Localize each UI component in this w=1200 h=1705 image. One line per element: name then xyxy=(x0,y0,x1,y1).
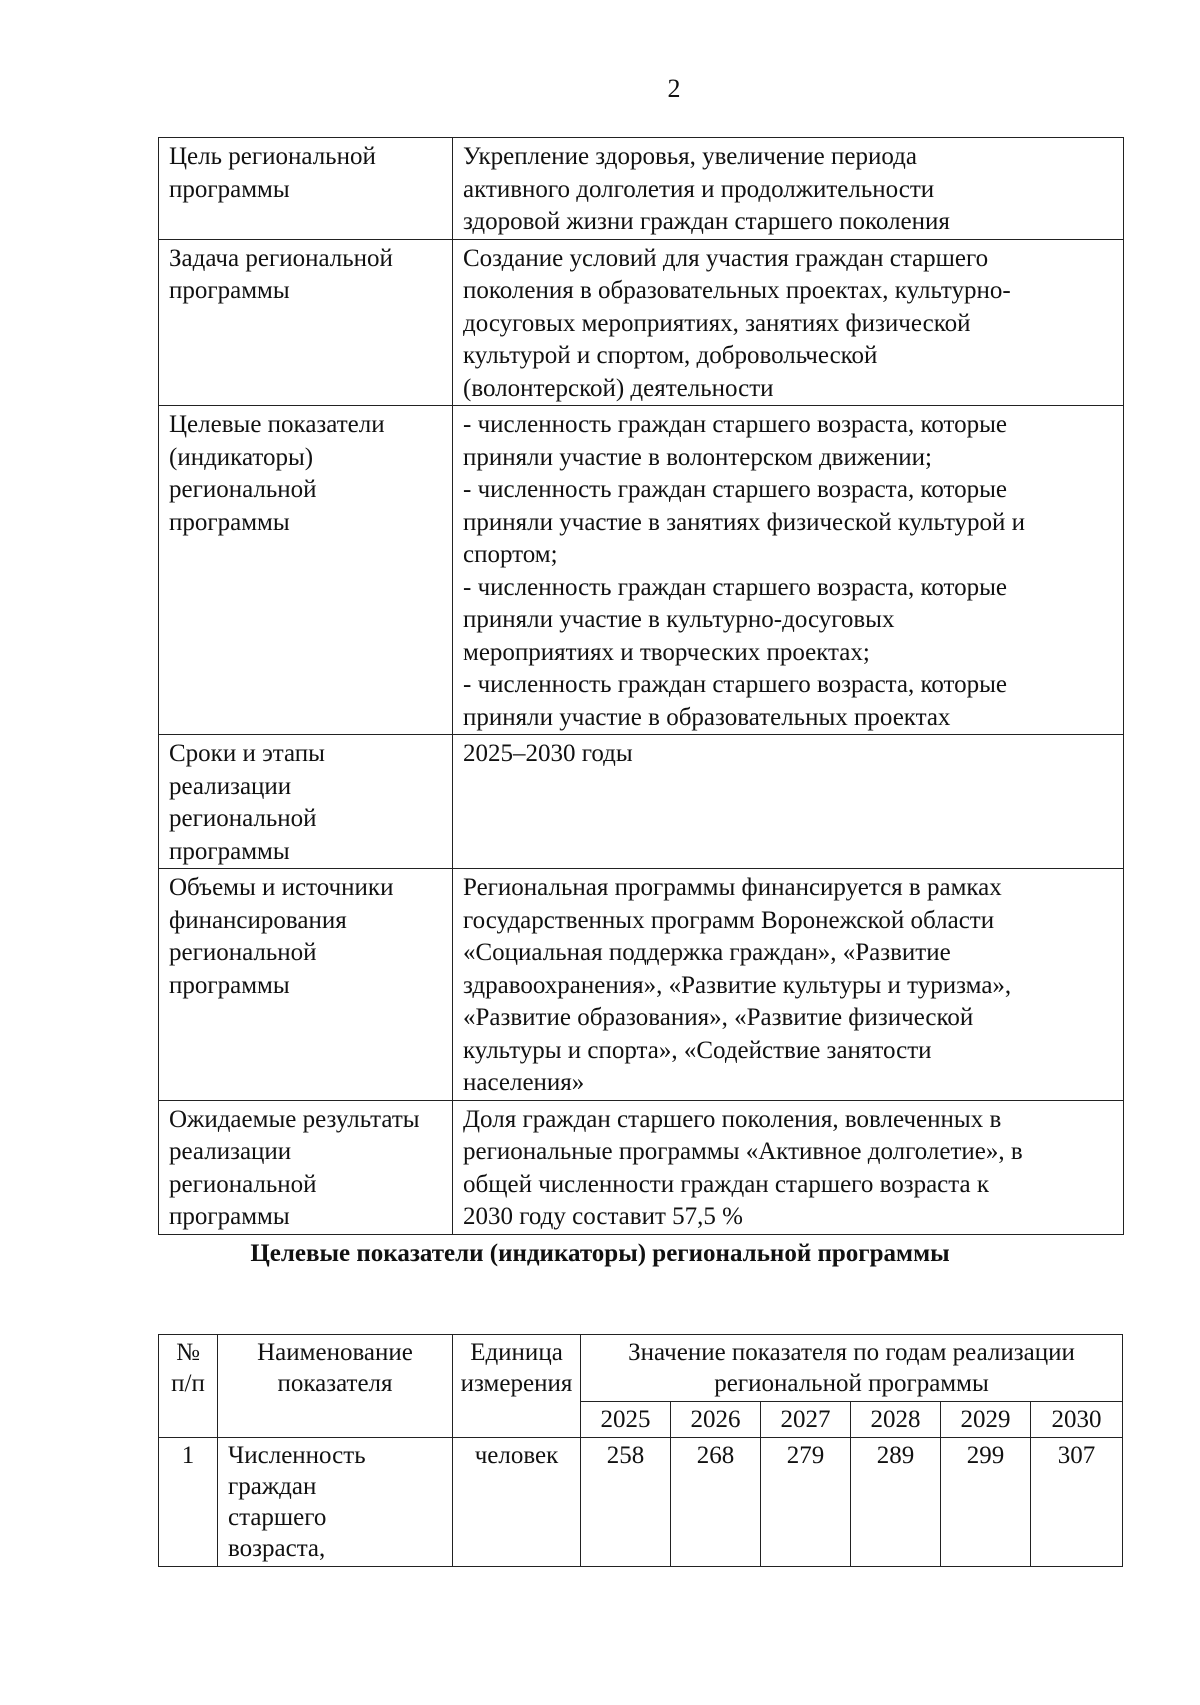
row-unit: человек xyxy=(453,1438,581,1567)
table-row xyxy=(159,1438,1123,1567)
passport-value: Региональная программы финансируется в рамках государственных программ Воронежской области «Социальная поддержка граждан», «Развитие здравоохранения», «Развитие культуры и туризма», «Развитие образования», «Развитие физической культуры и спорта», «Содействие занятости населения» xyxy=(453,869,1124,1101)
passport-label: Ожидаемые результаты реализации региональной программы xyxy=(159,1100,453,1234)
passport-row-indicators xyxy=(159,406,1124,735)
header-year: 2025 xyxy=(581,1402,671,1438)
header-year: 2027 xyxy=(761,1402,851,1438)
passport-label: Задача региональной программы xyxy=(159,239,453,406)
row-value: 258 xyxy=(581,1438,671,1567)
header-name: Наименование показателя xyxy=(218,1335,453,1438)
passport-value: Создание условий для участия граждан старшего поколения в образовательных проектах, культурно- досуговых мероприятиях, занятиях физической культурой и спортом, добровольческой (волонтерской) деятельности xyxy=(453,239,1124,406)
indicators-section-title: Целевые показатели (индикаторы) региональной программы xyxy=(250,1240,950,1267)
header-unit: Единица измерения xyxy=(453,1335,581,1438)
header-values: Значение показателя по годам реализации региональной программы xyxy=(581,1335,1123,1402)
passport-row-financing xyxy=(159,869,1124,1101)
row-value: 299 xyxy=(941,1438,1031,1567)
row-name: Численность граждан старшего возраста, xyxy=(218,1438,453,1567)
header-year: 2028 xyxy=(851,1402,941,1438)
passport-label: Сроки и этапы реализации региональной программы xyxy=(159,735,453,869)
passport-value: Укрепление здоровья, увеличение периода активного долголетия и продолжительности здоровой жизни граждан старшего поколения xyxy=(453,138,1124,240)
row-value: 289 xyxy=(851,1438,941,1567)
passport-row-results xyxy=(159,1100,1124,1234)
passport-value: - численность граждан старшего возраста, которые приняли участие в волонтерском движении; - численность граждан старшего возраста, которые приняли участие в занятиях физической культурой и спортом; - численность граждан старшего возраста, которые приняли участие в культурно-досуговых мероприятиях и творческих проектах; - численность граждан старшего возраста, которые приняли участие в образовательных проектах xyxy=(453,406,1124,735)
header-num: № п/п xyxy=(159,1335,218,1438)
passport-label: Цель региональной программы xyxy=(159,138,453,240)
indicators-header-row xyxy=(159,1335,1123,1402)
passport-row-task xyxy=(159,239,1124,406)
passport-label: Объемы и источники финансирования региональной программы xyxy=(159,869,453,1101)
header-year: 2030 xyxy=(1031,1402,1123,1438)
passport-value: Доля граждан старшего поколения, вовлеченных в региональные программы «Активное долголетие», в общей численности граждан старшего возраста к 2030 году составит 57,5 % xyxy=(453,1100,1124,1234)
header-year: 2026 xyxy=(671,1402,761,1438)
row-value: 307 xyxy=(1031,1438,1123,1567)
page-number: 2 xyxy=(667,74,681,103)
program-passport-table xyxy=(158,137,1124,1235)
passport-label: Целевые показатели (индикаторы) региональной программы xyxy=(159,406,453,735)
passport-row-goal xyxy=(159,138,1124,240)
row-value: 279 xyxy=(761,1438,851,1567)
passport-value: 2025–2030 годы xyxy=(453,735,1124,869)
row-value: 268 xyxy=(671,1438,761,1567)
indicators-table xyxy=(158,1334,1123,1567)
header-year: 2029 xyxy=(941,1402,1031,1438)
row-num: 1 xyxy=(159,1438,218,1567)
passport-row-terms xyxy=(159,735,1124,869)
